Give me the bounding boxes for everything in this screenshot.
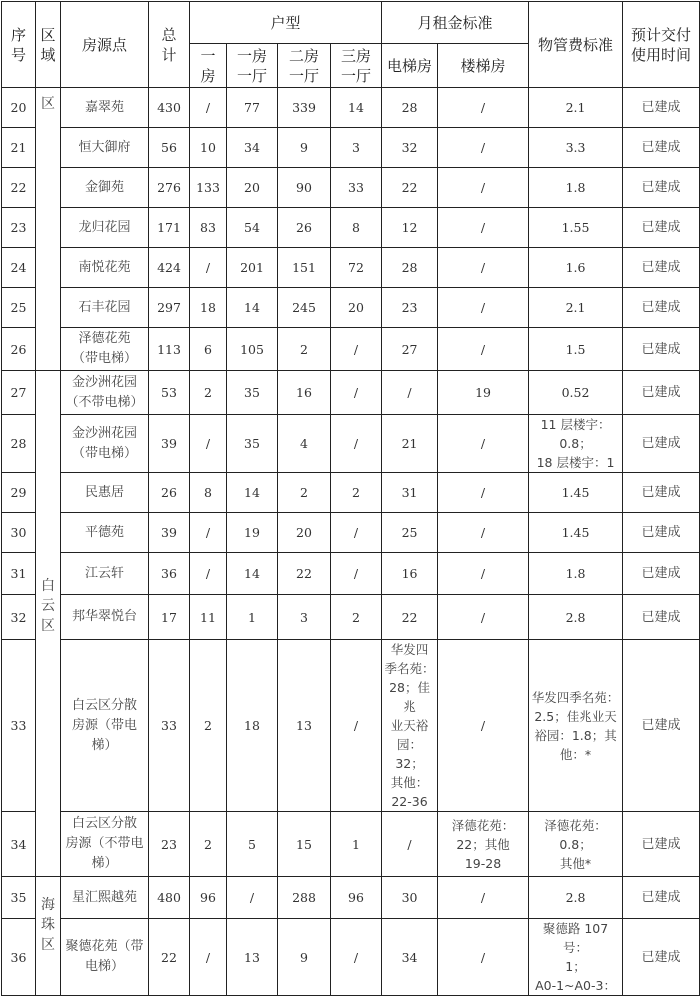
- cell-rent-stair: /: [438, 248, 529, 288]
- cell-unit-1br1lr: 35: [227, 371, 278, 415]
- cell-unit-1br1lr: /: [227, 877, 278, 919]
- cell-rent-stair: [438, 812, 529, 877]
- cell-rent-stair: /: [438, 88, 529, 128]
- cell-unit-2br1lr: 2: [278, 328, 331, 371]
- cell-seq: 30: [2, 513, 36, 553]
- cell-unit-1br: 6: [190, 328, 227, 371]
- cell-site-line: 聚德花苑（带: [65, 939, 144, 954]
- cell-mgmt-fee: 1.45: [529, 513, 623, 553]
- cell-seq: 23: [2, 208, 36, 248]
- cell-site: 金御苑: [61, 168, 149, 208]
- cell-unit-2br1lr: 2: [278, 473, 331, 513]
- table-body: [2, 88, 700, 996]
- table-row: [2, 877, 700, 919]
- cell-unit-1br: /: [190, 553, 227, 595]
- cell-unit-1br1lr: 105: [227, 328, 278, 371]
- cell-unit-1br: 83: [190, 208, 227, 248]
- cell-seq: 35: [2, 877, 36, 919]
- cell-mgmt-fee-line: 18 层楼宇：1: [536, 455, 615, 470]
- cell-seq: 27: [2, 371, 36, 415]
- cell-site: 平德苑: [61, 513, 149, 553]
- cell-site-line: 白云区分散: [71, 697, 137, 713]
- cell-rent-stair: /: [438, 919, 529, 996]
- cell-unit-1br: 96: [190, 877, 227, 919]
- cell-unit-3br1lr: /: [331, 513, 382, 553]
- cell-seq: 26: [2, 328, 36, 371]
- region-label: 海珠区: [40, 897, 55, 953]
- header-delivery: 预计交付使用时间: [623, 2, 700, 88]
- cell-unit-2br1lr: 15: [278, 812, 331, 877]
- cell-site: [61, 328, 149, 371]
- cell-total: 297: [149, 288, 190, 328]
- cell-unit-1br: 2: [190, 812, 227, 877]
- cell-mgmt-fee: 2.1: [529, 88, 623, 128]
- cell-rent-stair: /: [438, 328, 529, 371]
- header-unit-2br1lr: 二房一厅: [278, 44, 331, 88]
- cell-mgmt-fee-line: 2.5；佳兆业天: [534, 708, 617, 724]
- cell-region: [36, 371, 61, 877]
- cell-total: 23: [149, 812, 190, 877]
- cell-delivery: 已建成: [623, 168, 700, 208]
- header-total: 总计: [149, 2, 190, 88]
- cell-unit-1br: /: [190, 919, 227, 996]
- header-seq: 序号: [2, 2, 36, 88]
- table-row: [2, 168, 700, 208]
- header-site: 房源点: [61, 2, 149, 88]
- cell-rent-stair: 19: [438, 371, 529, 415]
- cell-seq: 20: [2, 88, 36, 128]
- cell-rent-elevator-line: 其他：: [390, 775, 429, 790]
- cell-unit-1br1lr: 14: [227, 553, 278, 595]
- cell-rent-elevator: 27: [382, 328, 438, 371]
- table-row: [2, 812, 700, 877]
- cell-unit-1br1lr: 18: [227, 640, 278, 812]
- cell-unit-1br: 2: [190, 371, 227, 415]
- region-label: 区: [40, 96, 55, 112]
- cell-total: 430: [149, 88, 190, 128]
- cell-delivery: 已建成: [623, 812, 700, 877]
- cell-rent-stair: /: [438, 513, 529, 553]
- table-row: [2, 595, 700, 640]
- cell-site: 龙归花园: [61, 208, 149, 248]
- cell-site-line: 房源（带电: [71, 717, 137, 733]
- cell-delivery: 已建成: [623, 288, 700, 328]
- cell-rent-elevator: 28: [382, 248, 438, 288]
- table-row: [2, 208, 700, 248]
- cell-mgmt-fee: 1.55: [529, 208, 623, 248]
- cell-unit-2br1lr: 245: [278, 288, 331, 328]
- cell-rent-stair-line: 泽德花苑：: [451, 817, 515, 833]
- cell-mgmt-fee-line: 聚德路 107 号：: [542, 921, 609, 955]
- cell-mgmt-fee-line: 华发四季名苑：: [531, 689, 620, 705]
- cell-seq: 25: [2, 288, 36, 328]
- cell-unit-2br1lr: 26: [278, 208, 331, 248]
- cell-delivery: 已建成: [623, 513, 700, 553]
- cell-seq: 24: [2, 248, 36, 288]
- cell-unit-2br1lr: 339: [278, 88, 331, 128]
- cell-rent-stair: /: [438, 288, 529, 328]
- cell-rent-elevator-line: 28；佳兆: [389, 680, 430, 714]
- cell-delivery: 已建成: [623, 595, 700, 640]
- cell-delivery: 已建成: [623, 473, 700, 513]
- table-row: [2, 88, 700, 128]
- cell-mgmt-fee: 1.45: [529, 473, 623, 513]
- cell-mgmt-fee: 2.8: [529, 595, 623, 640]
- cell-unit-2br1lr: 13: [278, 640, 331, 812]
- cell-unit-1br1lr: 5: [227, 812, 278, 877]
- cell-site-line: 金沙洲花园: [71, 374, 137, 390]
- cell-rent-stair: /: [438, 473, 529, 513]
- cell-rent-elevator-line: 季名苑：: [384, 661, 435, 676]
- table-row: [2, 553, 700, 595]
- cell-rent-elevator: 31: [382, 473, 438, 513]
- table-row: [2, 371, 700, 415]
- cell-delivery: 已建成: [623, 415, 700, 473]
- cell-site: [61, 640, 149, 812]
- cell-unit-1br: 8: [190, 473, 227, 513]
- cell-unit-1br1lr: 54: [227, 208, 278, 248]
- cell-mgmt-fee: 1.8: [529, 553, 623, 595]
- cell-unit-3br1lr: /: [331, 371, 382, 415]
- cell-unit-1br: 10: [190, 128, 227, 168]
- cell-site: [61, 371, 149, 415]
- cell-seq: 31: [2, 553, 36, 595]
- cell-delivery: 已建成: [623, 877, 700, 919]
- cell-unit-1br: 2: [190, 640, 227, 812]
- cell-unit-1br: /: [190, 248, 227, 288]
- cell-unit-2br1lr: 9: [278, 919, 331, 996]
- cell-unit-1br: /: [190, 415, 227, 473]
- cell-unit-3br1lr: 2: [331, 595, 382, 640]
- cell-unit-1br1lr: 13: [227, 919, 278, 996]
- cell-rent-elevator: 21: [382, 415, 438, 473]
- cell-mgmt-fee: 1.6: [529, 248, 623, 288]
- header-rent: 月租金标准: [382, 2, 529, 44]
- cell-seq: 33: [2, 640, 36, 812]
- header-rent-elevator: 电梯房: [382, 44, 438, 88]
- cell-unit-2br1lr: 3: [278, 595, 331, 640]
- cell-mgmt-fee-line: 1；: [565, 959, 586, 974]
- cell-seq: 34: [2, 812, 36, 877]
- cell-site: 嘉翠苑: [61, 88, 149, 128]
- cell-rent-elevator: /: [382, 812, 438, 877]
- cell-unit-2br1lr: 288: [278, 877, 331, 919]
- cell-rent-elevator-line: 业天裕: [390, 718, 429, 733]
- cell-unit-3br1lr: 2: [331, 473, 382, 513]
- cell-mgmt-fee-line: 11 层楼宇：0.8；: [540, 417, 611, 451]
- cell-mgmt-fee: [529, 640, 623, 812]
- cell-total: 113: [149, 328, 190, 371]
- cell-mgmt-fee: 2.1: [529, 288, 623, 328]
- cell-rent-elevator: /: [382, 371, 438, 415]
- cell-site: [61, 919, 149, 996]
- cell-site: [61, 415, 149, 473]
- cell-total: 39: [149, 513, 190, 553]
- cell-site-line: （带电梯）: [71, 445, 137, 461]
- cell-unit-3br1lr: /: [331, 919, 382, 996]
- cell-unit-1br1lr: 19: [227, 513, 278, 553]
- cell-seq: 28: [2, 415, 36, 473]
- cell-total: 33: [149, 640, 190, 812]
- cell-rent-elevator: 25: [382, 513, 438, 553]
- cell-rent-stair-line: 19-28: [464, 855, 502, 871]
- cell-unit-1br: 133: [190, 168, 227, 208]
- cell-region: [36, 88, 61, 371]
- cell-mgmt-fee-line: 其他*: [559, 855, 592, 871]
- cell-site-line: 房源（不带电: [65, 836, 144, 851]
- cell-unit-3br1lr: 72: [331, 248, 382, 288]
- cell-delivery: 已建成: [623, 919, 700, 996]
- cell-mgmt-fee-line: 裕园：1.8；其: [534, 727, 617, 743]
- cell-unit-1br1lr: 14: [227, 288, 278, 328]
- cell-total: 36: [149, 553, 190, 595]
- table-row: [2, 640, 700, 812]
- cell-site-line: 电梯）: [84, 959, 124, 974]
- cell-seq: 22: [2, 168, 36, 208]
- cell-total: 17: [149, 595, 190, 640]
- cell-delivery: 已建成: [623, 640, 700, 812]
- table-row: [2, 248, 700, 288]
- cell-unit-2br1lr: 20: [278, 513, 331, 553]
- cell-site: 邦华翠悦台: [61, 595, 149, 640]
- cell-site: 石丰花园: [61, 288, 149, 328]
- cell-unit-1br1lr: 20: [227, 168, 278, 208]
- cell-rent-elevator-line: 华发四: [390, 642, 429, 657]
- header-unit-1br1lr: 一房一厅: [227, 44, 278, 88]
- cell-unit-3br1lr: /: [331, 553, 382, 595]
- cell-mgmt-fee: 1.5: [529, 328, 623, 371]
- table-row: [2, 415, 700, 473]
- cell-unit-3br1lr: /: [331, 328, 382, 371]
- cell-rent-elevator: 32: [382, 128, 438, 168]
- cell-site-line: 泽德花苑: [78, 331, 131, 346]
- cell-unit-1br: 18: [190, 288, 227, 328]
- header-unit-1br: 一房: [190, 44, 227, 88]
- cell-delivery: 已建成: [623, 248, 700, 288]
- cell-unit-1br1lr: 77: [227, 88, 278, 128]
- cell-unit-3br1lr: /: [331, 415, 382, 473]
- cell-rent-stair: /: [438, 553, 529, 595]
- cell-unit-1br1lr: 34: [227, 128, 278, 168]
- cell-site: [61, 812, 149, 877]
- cell-site: 南悦花苑: [61, 248, 149, 288]
- cell-unit-1br1lr: 14: [227, 473, 278, 513]
- cell-rent-stair: /: [438, 415, 529, 473]
- cell-rent-stair: /: [438, 877, 529, 919]
- header-rent-stair: 楼梯房: [438, 44, 529, 88]
- cell-total: 26: [149, 473, 190, 513]
- cell-total: 276: [149, 168, 190, 208]
- cell-rent-elevator: 34: [382, 919, 438, 996]
- cell-delivery: 已建成: [623, 208, 700, 248]
- cell-total: 39: [149, 415, 190, 473]
- header-unit-type: 户型: [190, 2, 382, 44]
- header-mgmt-fee: 物管费标准: [529, 2, 623, 88]
- cell-mgmt-fee: 1.8: [529, 168, 623, 208]
- cell-unit-3br1lr: 14: [331, 88, 382, 128]
- cell-mgmt-fee: 2.8: [529, 877, 623, 919]
- table-row: [2, 919, 700, 996]
- cell-rent-stair: /: [438, 208, 529, 248]
- cell-mgmt-fee: [529, 415, 623, 473]
- cell-unit-2br1lr: 16: [278, 371, 331, 415]
- cell-total: 56: [149, 128, 190, 168]
- cell-site-line: 梯）: [91, 856, 118, 871]
- cell-rent-stair: /: [438, 168, 529, 208]
- cell-rent-elevator: 22: [382, 595, 438, 640]
- cell-rent-elevator: 16: [382, 553, 438, 595]
- cell-unit-3br1lr: 3: [331, 128, 382, 168]
- cell-total: 22: [149, 919, 190, 996]
- cell-rent-elevator: 23: [382, 288, 438, 328]
- cell-rent-stair-line: 22；其他: [456, 836, 510, 852]
- cell-site: 江云轩: [61, 553, 149, 595]
- cell-seq: 32: [2, 595, 36, 640]
- region-label: 白云区: [40, 578, 55, 634]
- cell-rent-stair: /: [438, 640, 529, 812]
- cell-rent-elevator: [382, 640, 438, 812]
- cell-unit-3br1lr: 96: [331, 877, 382, 919]
- cell-unit-1br1lr: 35: [227, 415, 278, 473]
- cell-site: 民惠居: [61, 473, 149, 513]
- cell-site-line: （不带电梯）: [65, 394, 144, 410]
- cell-delivery: 已建成: [623, 88, 700, 128]
- cell-rent-elevator: 22: [382, 168, 438, 208]
- cell-delivery: 已建成: [623, 128, 700, 168]
- cell-unit-1br1lr: 1: [227, 595, 278, 640]
- cell-total: 53: [149, 371, 190, 415]
- cell-total: 171: [149, 208, 190, 248]
- cell-unit-1br1lr: 201: [227, 248, 278, 288]
- cell-unit-1br: /: [190, 88, 227, 128]
- cell-total: 424: [149, 248, 190, 288]
- cell-unit-2br1lr: 4: [278, 415, 331, 473]
- cell-delivery: 已建成: [623, 371, 700, 415]
- cell-unit-2br1lr: 22: [278, 553, 331, 595]
- cell-site-line: 金沙洲花园: [71, 425, 137, 441]
- cell-seq: 21: [2, 128, 36, 168]
- table-row: [2, 288, 700, 328]
- cell-total: 480: [149, 877, 190, 919]
- table-row: [2, 473, 700, 513]
- cell-mgmt-fee-line: A0-1~A0-3：: [535, 978, 616, 993]
- header-region: 区域: [36, 2, 61, 88]
- cell-unit-3br1lr: 1: [331, 812, 382, 877]
- cell-rent-elevator-line: 22-36: [391, 794, 428, 809]
- cell-mgmt-fee-line: 他：*: [559, 746, 592, 762]
- cell-seq: 36: [2, 919, 36, 996]
- cell-mgmt-fee-line: 泽德花苑：0.8；: [544, 817, 607, 852]
- cell-unit-3br1lr: 20: [331, 288, 382, 328]
- cell-unit-2br1lr: 9: [278, 128, 331, 168]
- cell-mgmt-fee: 0.52: [529, 371, 623, 415]
- cell-site-line: 白云区分散: [71, 816, 137, 831]
- cell-mgmt-fee: [529, 919, 623, 996]
- cell-site: 恒大御府: [61, 128, 149, 168]
- cell-unit-3br1lr: /: [331, 640, 382, 812]
- header-unit-3br1lr: 三房一厅: [331, 44, 382, 88]
- cell-region: [36, 877, 61, 996]
- cell-delivery: 已建成: [623, 553, 700, 595]
- cell-unit-2br1lr: 90: [278, 168, 331, 208]
- cell-rent-elevator: 30: [382, 877, 438, 919]
- cell-mgmt-fee: [529, 812, 623, 877]
- cell-rent-stair: /: [438, 128, 529, 168]
- cell-site: 星汇熙越苑: [61, 877, 149, 919]
- cell-unit-1br: 11: [190, 595, 227, 640]
- cell-unit-2br1lr: 151: [278, 248, 331, 288]
- table-row: [2, 128, 700, 168]
- cell-delivery: 已建成: [623, 328, 700, 371]
- table-row: [2, 328, 700, 371]
- cell-mgmt-fee: 3.3: [529, 128, 623, 168]
- cell-rent-elevator: 12: [382, 208, 438, 248]
- cell-rent-stair: /: [438, 595, 529, 640]
- housing-table: [1, 1, 700, 996]
- cell-site-line: （带电梯）: [71, 351, 137, 366]
- cell-rent-elevator: 28: [382, 88, 438, 128]
- cell-seq: 29: [2, 473, 36, 513]
- cell-unit-3br1lr: 8: [331, 208, 382, 248]
- cell-unit-1br: /: [190, 513, 227, 553]
- cell-rent-elevator-line: 园：32；: [395, 737, 424, 771]
- cell-site-line: 梯）: [91, 737, 118, 753]
- table-row: [2, 513, 700, 553]
- cell-unit-3br1lr: 33: [331, 168, 382, 208]
